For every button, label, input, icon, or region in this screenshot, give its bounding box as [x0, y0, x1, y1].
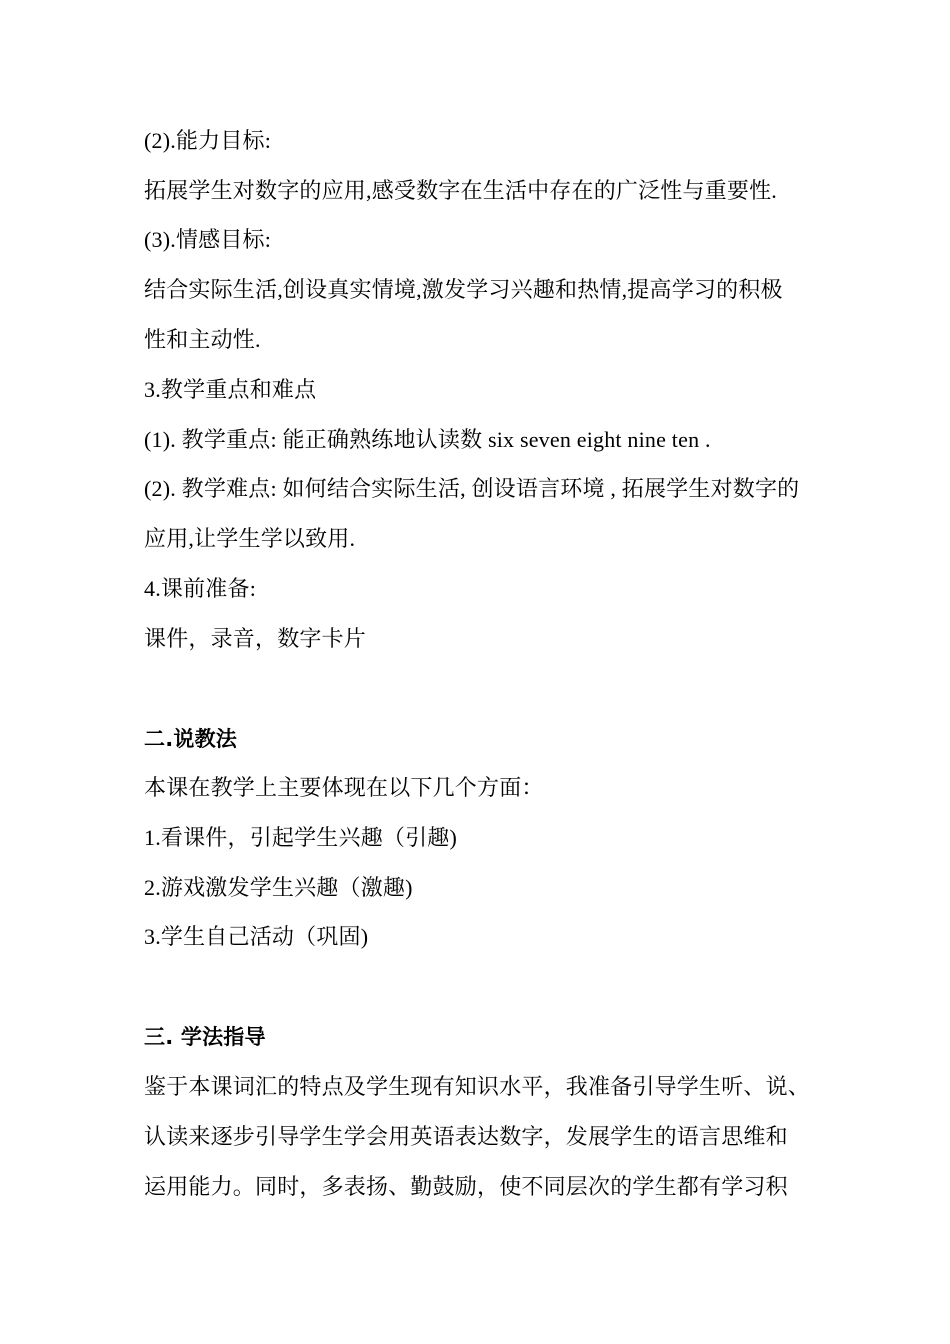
text-line: 3.学生自己活动（巩固) — [144, 924, 369, 949]
text-line: 鉴于本课词汇的特点及学生现有知识水平，我准备引导学生听、说、 — [144, 1074, 811, 1099]
text-line: 本课在教学上主要体现在以下几个方面： — [144, 775, 544, 800]
text-line: 2.游戏激发学生兴趣（激趣) — [144, 875, 413, 900]
text-line: 拓展学生对数字的应用,感受数字在生活中存在的广泛性与重要性. — [144, 178, 778, 203]
text-line: (1). 教学重点: 能正确熟练地认读数 six seven eight nine ten . — [144, 427, 711, 452]
text-line: 3.教学重点和难点 — [144, 377, 317, 402]
text-line: 结合实际生活,创设真实情境,激发学习兴趣和热情,提高学习的积极 — [144, 277, 783, 302]
text-line: 性和主动性. — [144, 327, 261, 352]
text-line: 认读来逐步引导学生学会用英语表达数字，发展学生的语言思维和 — [144, 1124, 788, 1149]
section-heading: 二.说教法 — [144, 727, 237, 751]
text-line: 运用能力。同时，多表扬、勤鼓励，使不同层次的学生都有学习积 — [144, 1174, 788, 1199]
text-line: (2). 教学难点: 如何结合实际生活, 创设语言环境 , 拓展学生对数字的 — [144, 476, 800, 501]
text-line: 4.课前准备: — [144, 576, 257, 601]
text-line: (2).能力目标: — [144, 128, 272, 153]
text-line: 应用,让学生学以致用. — [144, 526, 356, 551]
text-line: (3).情感目标: — [144, 227, 272, 252]
text-line: 课件，录音，数字卡片 — [144, 626, 367, 651]
section-heading: 三. 学法指导 — [144, 1025, 266, 1049]
text-line: 1.看课件，引起学生兴趣（引趣) — [144, 825, 458, 850]
